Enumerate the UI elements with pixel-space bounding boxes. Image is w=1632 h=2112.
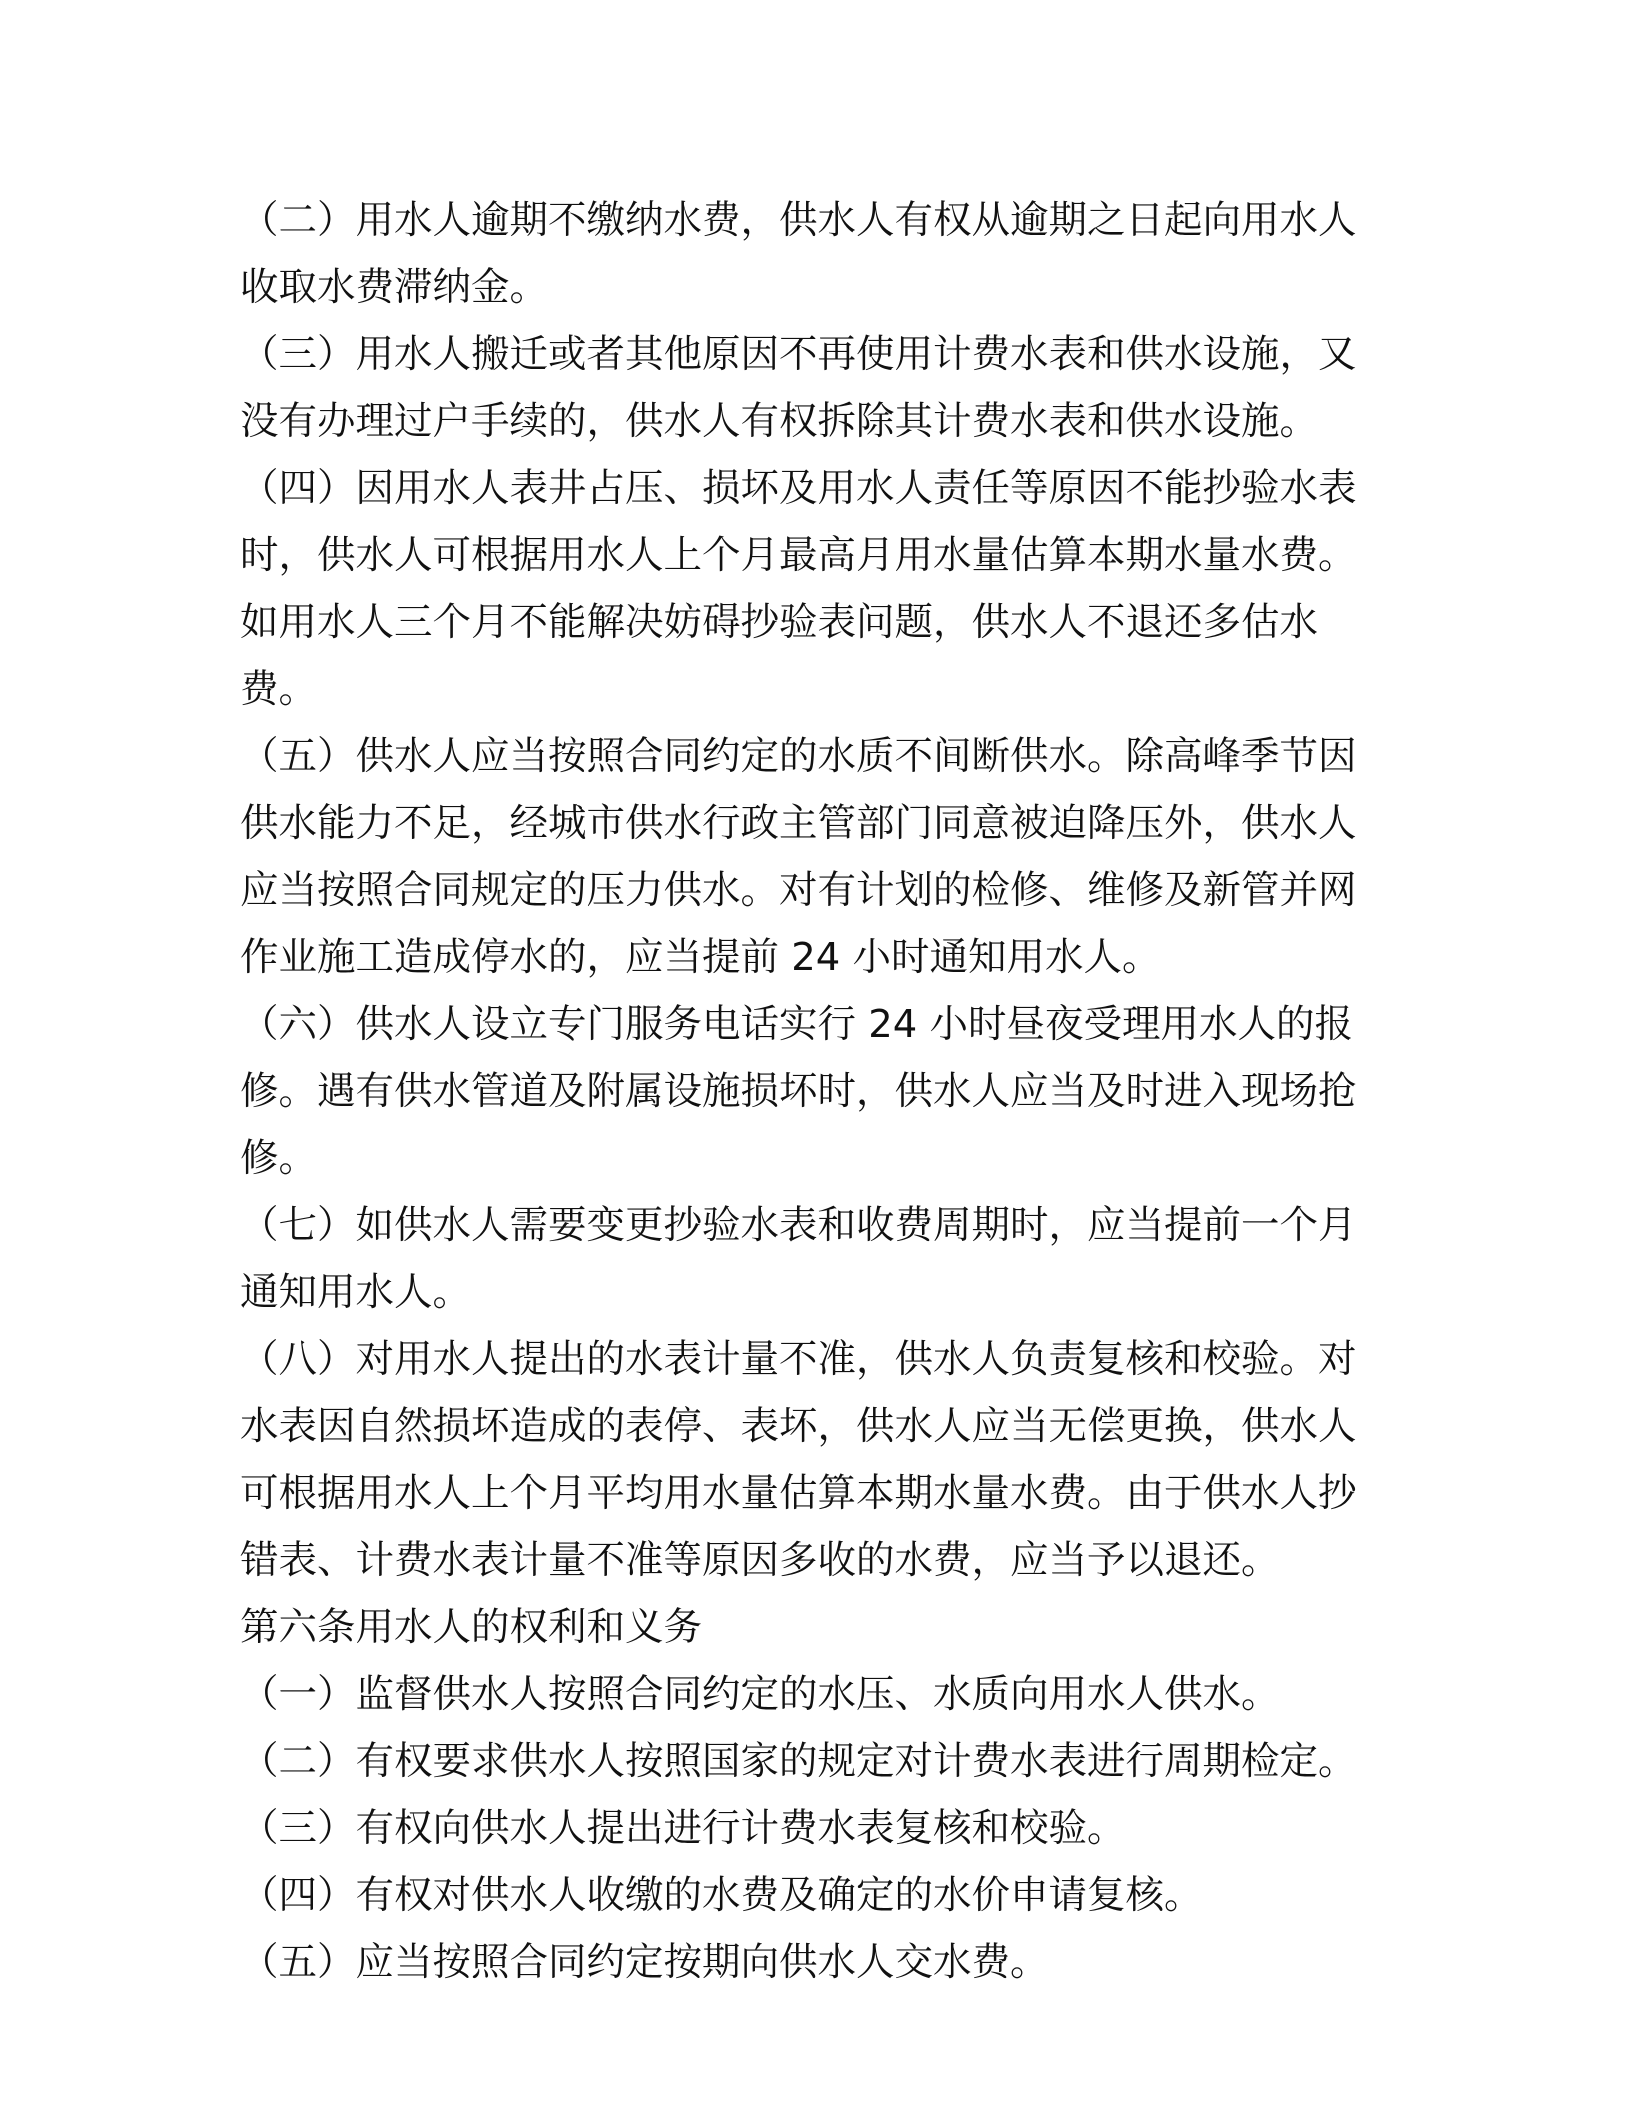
- paragraph-clause-5: （五）供水人应当按照合同约定的水质不间断供水。除高峰季节因供水能力不足，经城市供水行政主管部门同意被迫降压外，供水人应当按照合同规定的压力供水。对有计划的检修、维修及新管并网作业施工造成停水的，应当提前 24 小时通知用水人。: [240, 734, 1357, 980]
- paragraph-clause-7: （七）如供水人需要变更抄验水表和收费周期时，应当提前一个月通知用水人。: [240, 1203, 1357, 1315]
- paragraph-user-right-2: （二）有权要求供水人按照国家的规定对计费水表进行周期检定。: [240, 1739, 1357, 1784]
- paragraph-user-duty-5: （五）应当按照合同约定按期向供水人交水费。: [240, 1940, 1049, 1985]
- paragraph-clause-8: （八）对用水人提出的水表计量不准，供水人负责复核和校验。对水表因自然损坏造成的表停、表坏，供水人应当无偿更换，供水人可根据用水人上个月平均用水量估算本期水量水费。由于供水人抄错表、计费水表计量不准等原因多收的水费，应当予以退还。: [240, 1337, 1357, 1583]
- paragraph-clause-2: （二）用水人逾期不缴纳水费，供水人有权从逾期之日起向用水人收取水费滞纳金。: [240, 198, 1357, 310]
- document-body: [240, 187, 1390, 1996]
- paragraph-clause-4: （四）因用水人表井占压、损坏及用水人责任等原因不能抄验水表时，供水人可根据用水人上个月最高月用水量估算本期水量水费。如用水人三个月不能解决妨碍抄验表问题，供水人不退还多估水费。: [240, 466, 1357, 712]
- paragraph-clause-3: （三）用水人搬迁或者其他原因不再使用计费水表和供水设施，又没有办理过户手续的，供水人有权拆除其计费水表和供水设施。: [240, 332, 1357, 444]
- article-6-heading: 第六条用水人的权利和义务: [240, 1605, 703, 1650]
- paragraph-user-right-3: （三）有权向供水人提出进行计费水表复核和校验。: [240, 1806, 1126, 1851]
- paragraph-user-right-4: （四）有权对供水人收缴的水费及确定的水价申请复核。: [240, 1873, 1203, 1918]
- paragraph-clause-6: （六）供水人设立专门服务电话实行 24 小时昼夜受理用水人的报修。遇有供水管道及附属设施损坏时，供水人应当及时进入现场抢修。: [240, 1002, 1357, 1181]
- paragraph-user-right-1: （一）监督供水人按照合同约定的水压、水质向用水人供水。: [240, 1672, 1280, 1717]
